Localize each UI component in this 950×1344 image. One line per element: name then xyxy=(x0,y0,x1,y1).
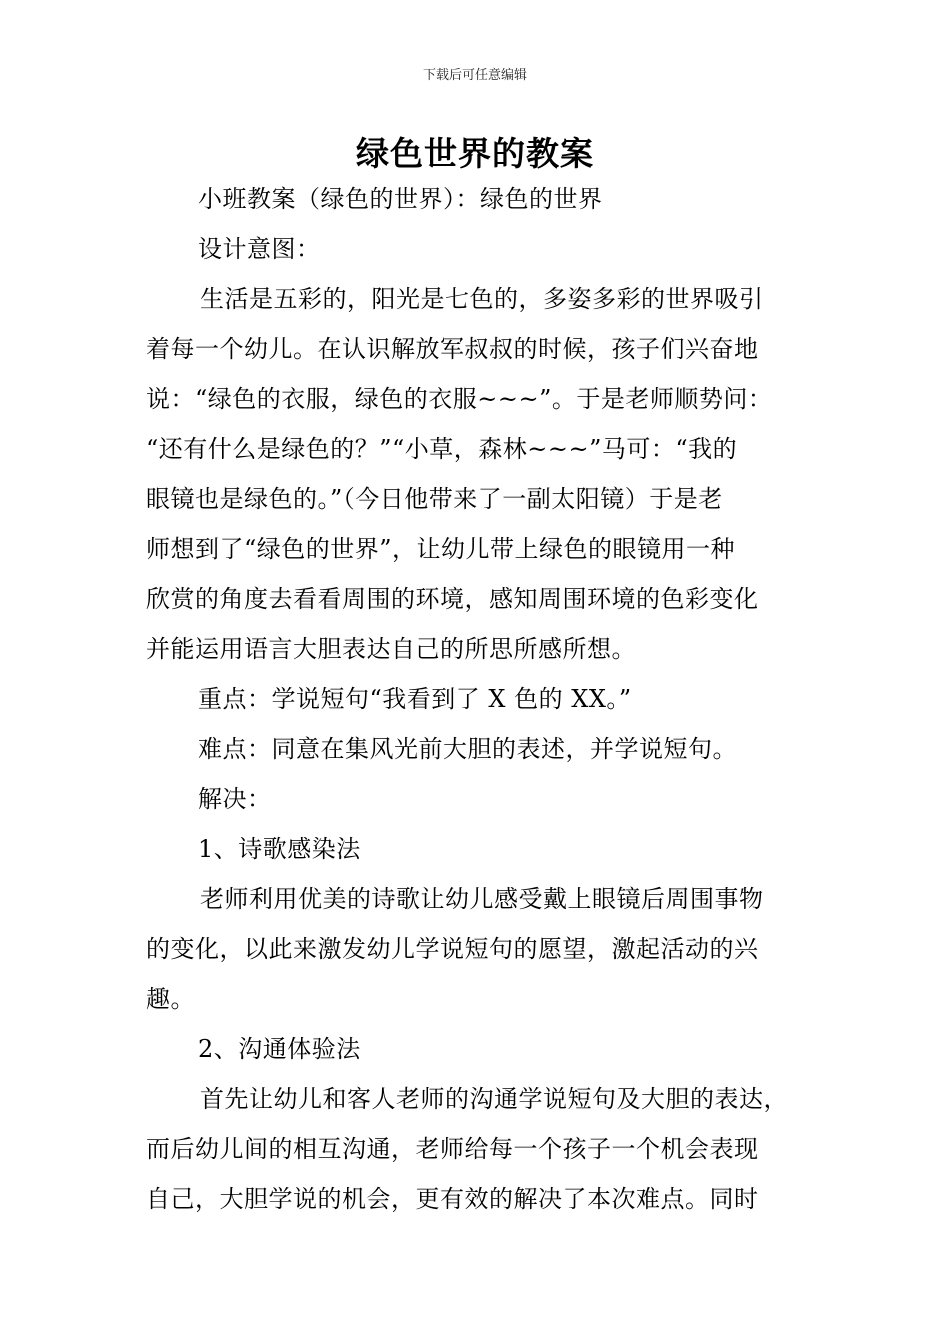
method-heading-1: 1、诗歌感染法 xyxy=(198,835,361,863)
paragraph-line: 首先让幼儿和客人老师的沟通学说短句及大胆的表达， xyxy=(200,1085,788,1113)
paragraph-line: 自己，大胆学说的机会，更有效的解决了本次难点。同时 xyxy=(146,1185,759,1213)
paragraph-line: 并能运用语言大胆表达自己的所思所感所想。 xyxy=(146,635,636,663)
paragraph-line: 说：“绿色的衣服，绿色的衣服~~~”。于是老师顺势问： xyxy=(146,385,773,413)
paragraph-line: 老师利用优美的诗歌让幼儿感受戴上眼镜后周围事物 xyxy=(200,885,764,913)
paragraph-line: 欣赏的角度去看看周围的环境，感知周围环境的色彩变化 xyxy=(146,585,759,613)
document-title: 绿色世界的教案 xyxy=(356,134,594,173)
paragraph-line: 眼镜也是绿色的。”（今日他带来了一副太阳镜）于是老 xyxy=(146,485,723,513)
paragraph-line: 趣。 xyxy=(146,985,195,1013)
paragraph-line: 师想到了“绿色的世界”，让幼儿带上绿色的眼镜用一种 xyxy=(146,535,736,563)
header-note: 下载后可任意编辑 xyxy=(422,68,527,83)
solution-heading: 解决： xyxy=(198,785,272,813)
paragraph-line: 而后幼儿间的相互沟通，老师给每一个孩子一个机会表现 xyxy=(146,1135,759,1163)
paragraph-line: 的变化，以此来激发幼儿学说短句的愿望，激起活动的兴 xyxy=(146,935,759,963)
paragraph-line: 着每一个幼儿。在认识解放军叔叔的时候，孩子们兴奋地 xyxy=(146,335,759,363)
section-heading-design-intent: 设计意图： xyxy=(198,235,321,263)
paragraph-line: “还有什么是绿色的？”“小草，森林~~~”马可：“我的 xyxy=(146,435,738,463)
key-point-line: 重点：学说短句“我看到了 X 色的 XX。” xyxy=(198,685,632,713)
difficulty-line: 难点：同意在集风光前大胆的表述，并学说短句。 xyxy=(198,735,737,763)
paragraph-line: 生活是五彩的，阳光是七色的，多姿多彩的世界吸引 xyxy=(200,285,764,313)
method-heading-2: 2、沟通体验法 xyxy=(198,1035,361,1063)
subtitle-line: 小班教案（绿色的世界）：绿色的世界 xyxy=(198,185,603,213)
